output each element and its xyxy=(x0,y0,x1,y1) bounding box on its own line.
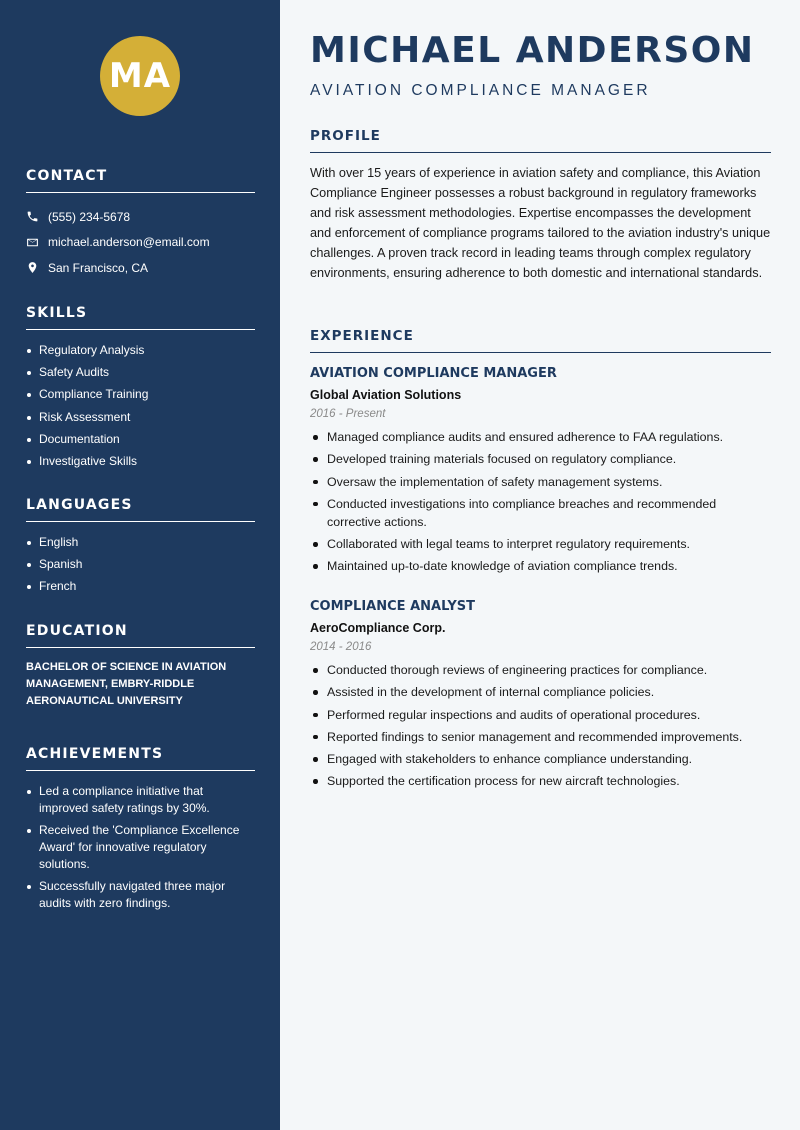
job-dates: 2016 - Present xyxy=(310,408,386,420)
job-bullet: Oversaw the implementation of safety management systems. xyxy=(310,473,771,491)
profile-text: With over 15 years of experience in aviation safety and compliance, this Aviation Compliance Engineer possesses a robust background in regulatory frameworks and risk assessment methodologies. Expertise encompasses the development and enforcement of compliance programs tailored to the aviation industry's unique challenges. A proven track record in leading teams through complex regulatory environments, ensuring adherence to both domestic and international standards. xyxy=(310,166,771,280)
job-bullet: Reported findings to senior management and recommended improvements. xyxy=(310,728,771,746)
education-heading: EDUCATION xyxy=(26,623,255,648)
education-entry: BACHELOR OF SCIENCE IN AVIATION MANAGEMENT, EMBRY-RIDDLE AERONAUTICAL UNIVERSITY xyxy=(26,661,227,707)
job-bullet: Supported the certification process for new aircraft technologies. xyxy=(310,772,771,790)
job-bullet: Conducted thorough reviews of engineering practices for compliance. xyxy=(310,661,771,679)
contact-phone xyxy=(26,204,255,230)
job-bullet: Maintained up-to-date knowledge of aviation compliance trends. xyxy=(310,557,771,575)
languages-section xyxy=(26,497,255,601)
skill-item: Risk Assessment xyxy=(26,409,255,426)
avatar: MA xyxy=(100,36,180,116)
job-bullet: Engaged with stakeholders to enhance compliance understanding. xyxy=(310,750,771,768)
job-role: AVIATION COMPLIANCE MANAGER xyxy=(310,366,557,381)
job-bullet: Collaborated with legal teams to interpret regulatory requirements. xyxy=(310,535,771,553)
email-icon xyxy=(26,236,39,249)
achievement-item: Led a compliance initiative that improved safety ratings by 30%. xyxy=(26,783,255,817)
contact-list xyxy=(26,204,255,281)
achievement-item: Received the 'Compliance Excellence Award' for innovative regulatory solutions. xyxy=(26,822,255,873)
achievement-item: Successfully navigated three major audits with zero findings. xyxy=(26,878,255,912)
job-entry xyxy=(310,599,771,795)
sidebar xyxy=(0,0,280,1130)
contact-heading: CONTACT xyxy=(26,168,255,193)
skills-section xyxy=(26,305,255,475)
languages-list xyxy=(26,534,255,595)
skill-item: Regulatory Analysis xyxy=(26,342,255,359)
skill-item: Investigative Skills xyxy=(26,453,255,470)
profile-section xyxy=(310,128,771,283)
education-section xyxy=(26,623,255,710)
job-company: Global Aviation Solutions xyxy=(310,388,462,402)
job-bullet: Performed regular inspections and audits of operational procedures. xyxy=(310,706,771,724)
skills-heading: SKILLS xyxy=(26,305,255,330)
language-item: Spanish xyxy=(26,556,255,573)
skills-list xyxy=(26,342,255,470)
location-text: San Francisco, CA xyxy=(48,260,149,275)
job-bullet: Assisted in the development of internal compliance policies. xyxy=(310,683,771,701)
language-item: English xyxy=(26,534,255,551)
email-text: michael.anderson@email.com xyxy=(48,235,210,250)
achievements-section xyxy=(26,746,255,918)
candidate-title: AVIATION COMPLIANCE MANAGER xyxy=(310,82,651,99)
job-bullet: Developed training materials focused on regulatory compliance. xyxy=(310,450,771,468)
achievements-list xyxy=(26,783,255,912)
experience-heading: EXPERIENCE xyxy=(310,328,771,353)
contact-section xyxy=(26,168,255,281)
job-company: AeroCompliance Corp. xyxy=(310,621,446,635)
contact-email xyxy=(26,230,255,256)
languages-heading: LANGUAGES xyxy=(26,497,255,522)
job-bullets xyxy=(310,661,771,790)
phone-text: (555) 234-5678 xyxy=(48,209,131,224)
candidate-name: MICHAEL ANDERSON xyxy=(310,30,755,71)
profile-heading: PROFILE xyxy=(310,128,771,153)
job-dates: 2014 - 2016 xyxy=(310,641,372,653)
language-item: French xyxy=(26,578,255,595)
location-pin-icon xyxy=(26,261,39,274)
job-role: COMPLIANCE ANALYST xyxy=(310,599,475,614)
job-bullets xyxy=(310,428,771,575)
experience-section xyxy=(310,328,771,353)
job-bullet: Managed compliance audits and ensured adherence to FAA regulations. xyxy=(310,428,771,446)
skill-item: Compliance Training xyxy=(26,386,255,403)
skill-item: Documentation xyxy=(26,431,255,448)
contact-location xyxy=(26,255,255,281)
achievements-heading: ACHIEVEMENTS xyxy=(26,746,255,771)
phone-icon xyxy=(26,210,39,223)
job-bullet: Conducted investigations into compliance breaches and recommended corrective actions. xyxy=(310,495,771,531)
skill-item: Safety Audits xyxy=(26,364,255,381)
job-entry xyxy=(310,366,771,580)
